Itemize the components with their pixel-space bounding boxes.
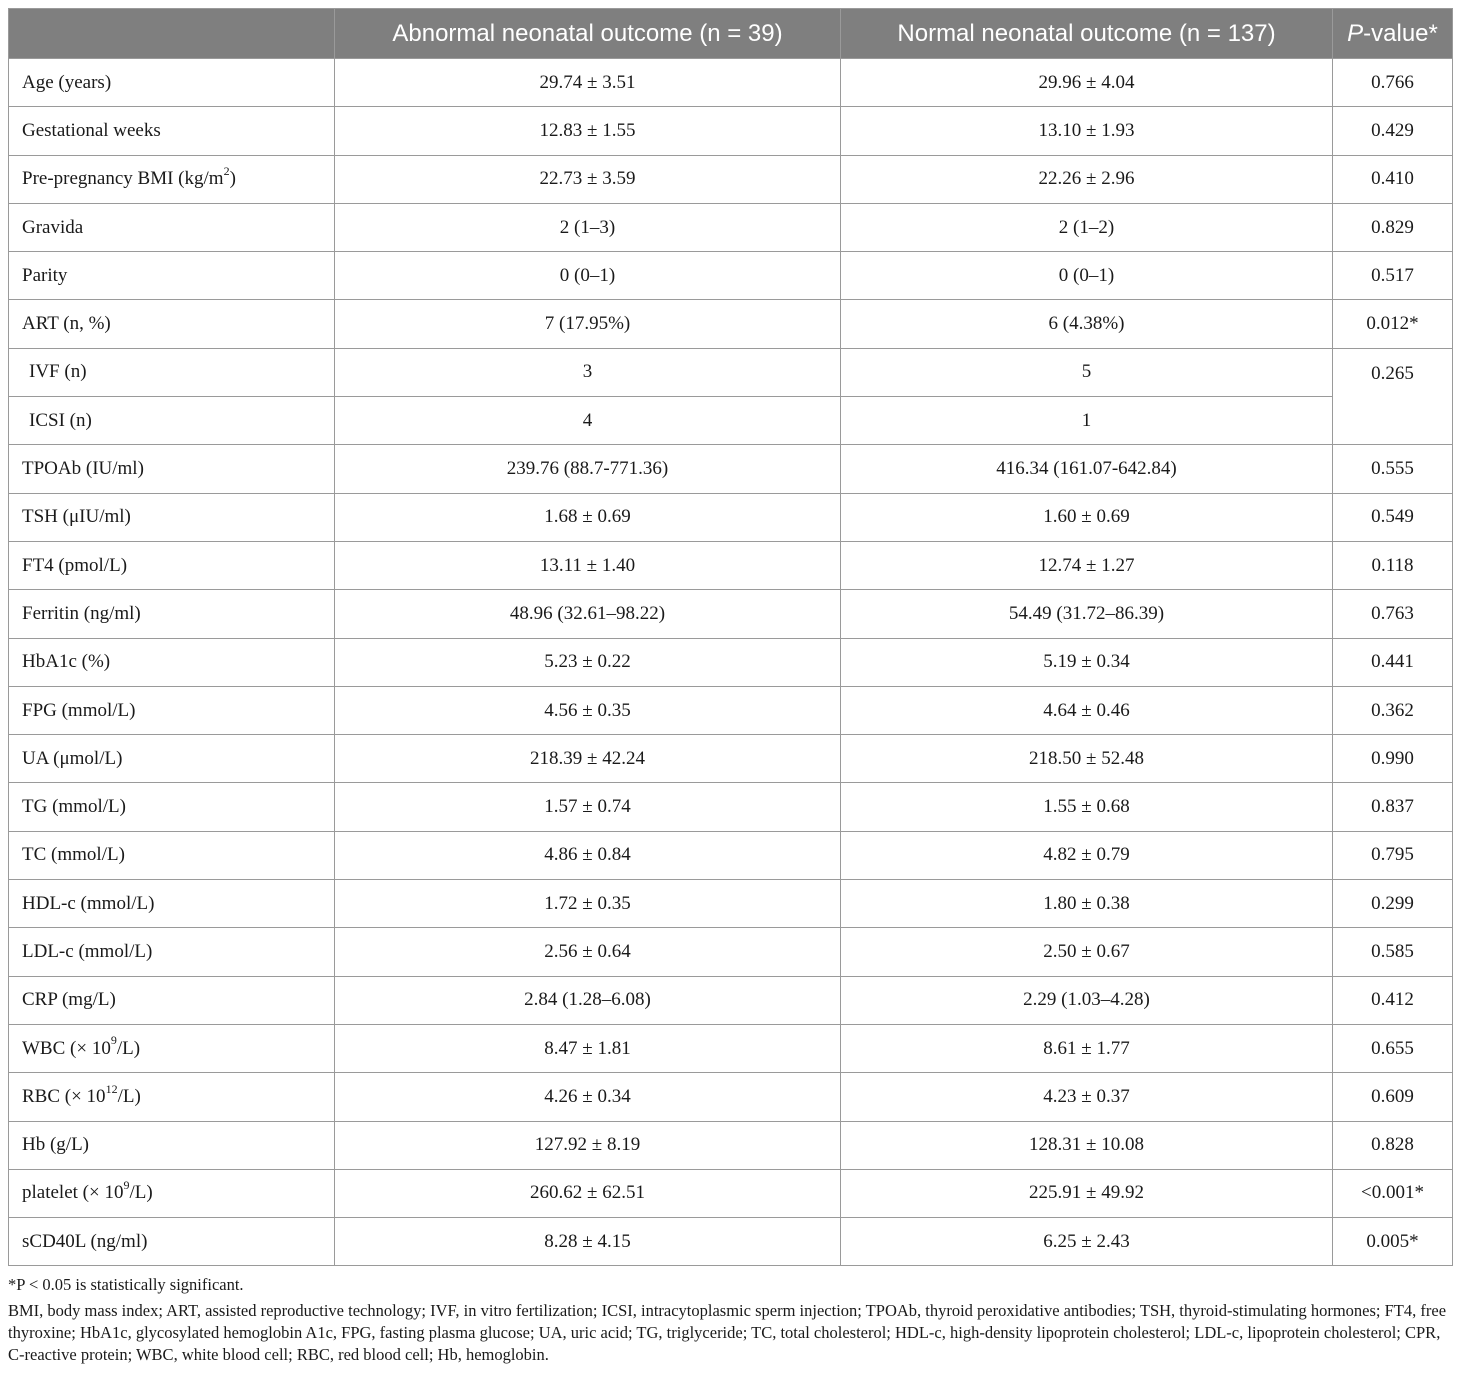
p-value: 0.429 [1333,107,1453,155]
abnormal-value: 239.76 (88.7-771.36) [335,445,841,493]
normal-value: 54.49 (31.72–86.39) [841,590,1333,638]
normal-value: 2.29 (1.03–4.28) [841,976,1333,1024]
row-label-superscript: 9 [110,1033,117,1048]
p-value: 0.828 [1333,1121,1453,1169]
row-label-text-end: /L) [116,1037,141,1059]
p-value: 0.410 [1333,155,1453,203]
p-value: 0.837 [1333,783,1453,831]
row-label: Gestational weeks [9,107,335,155]
normal-value: 12.74 ± 1.27 [841,541,1333,589]
table-row [9,397,1453,445]
row-label [9,1024,335,1072]
normal-value: 29.96 ± 4.04 [841,59,1333,107]
row-label-superscript: 9 [123,1178,130,1193]
p-value: 0.555 [1333,445,1453,493]
table-row [9,831,1453,879]
row-label-text-end: /L) [129,1182,153,1204]
row-label: TPOAb (IU/ml) [9,445,335,493]
abnormal-value: 260.62 ± 62.51 [335,1169,841,1217]
header-p-letter: P [1347,19,1364,47]
header-p-suffix: -value* [1363,19,1438,47]
table-row [9,107,1453,155]
p-value: 0.763 [1333,590,1453,638]
p-value: 0.795 [1333,831,1453,879]
abnormal-value: 22.73 ± 3.59 [335,155,841,203]
normal-value: 1 [841,397,1333,445]
p-value: 0.118 [1333,541,1453,589]
p-value: 0.362 [1333,686,1453,734]
normal-value: 128.31 ± 10.08 [841,1121,1333,1169]
row-label: sCD40L (ng/ml) [9,1218,335,1266]
abnormal-value: 12.83 ± 1.55 [335,107,841,155]
row-label: ART (n, %) [9,300,335,348]
normal-value: 1.80 ± 0.38 [841,880,1333,928]
abnormal-value: 7 (17.95%) [335,300,841,348]
row-label: Gravida [9,203,335,251]
table-footnotes [8,1274,1452,1366]
normal-value: 2.50 ± 0.67 [841,928,1333,976]
table-row [9,686,1453,734]
abnormal-value: 2 (1–3) [335,203,841,251]
p-value: 0.012* [1333,300,1453,348]
p-value: 0.517 [1333,252,1453,300]
p-value: 0.549 [1333,493,1453,541]
abnormal-value: 8.47 ± 1.81 [335,1024,841,1072]
normal-value: 22.26 ± 2.96 [841,155,1333,203]
row-label: HbA1c (%) [9,638,335,686]
p-value: 0.441 [1333,638,1453,686]
header-abnormal-outcome: Abnormal neonatal outcome (n = 39) [335,9,841,59]
p-value: <0.001* [1333,1169,1453,1217]
row-label-text: Pre-pregnancy BMI (kg/m [22,168,224,190]
normal-value: 4.23 ± 0.37 [841,1073,1333,1121]
table-row [9,638,1453,686]
abnormal-value: 218.39 ± 42.24 [335,735,841,783]
table-row [9,1121,1453,1169]
p-value: 0.655 [1333,1024,1453,1072]
normal-value: 4.64 ± 0.46 [841,686,1333,734]
abnormal-value: 4.86 ± 0.84 [335,831,841,879]
abnormal-value: 1.72 ± 0.35 [335,880,841,928]
abnormal-value: 4.26 ± 0.34 [335,1073,841,1121]
table-row [9,783,1453,831]
normal-value: 0 (0–1) [841,252,1333,300]
row-label: CRP (mg/L) [9,976,335,1024]
significance-note: *P < 0.05 is statistically significant. [8,1275,244,1295]
table-row [9,348,1453,396]
abnormal-value: 29.74 ± 3.51 [335,59,841,107]
table-row [9,203,1453,251]
table-row [9,1073,1453,1121]
row-label: UA (μmol/L) [9,735,335,783]
table-row [9,252,1453,300]
normal-value: 218.50 ± 52.48 [841,735,1333,783]
normal-value: 6.25 ± 2.43 [841,1218,1333,1266]
row-label [9,155,335,203]
row-label-text: RBC (× 10 [22,1085,106,1107]
row-label: TG (mmol/L) [9,783,335,831]
row-label: Parity [9,252,335,300]
table-row [9,541,1453,589]
table-row [9,735,1453,783]
table-row [9,928,1453,976]
normal-value: 1.55 ± 0.68 [841,783,1333,831]
row-label: Age (years) [9,59,335,107]
abnormal-value: 4.56 ± 0.35 [335,686,841,734]
table-row [9,976,1453,1024]
row-label [9,1169,335,1217]
normal-value: 416.34 (161.07-642.84) [841,445,1333,493]
abnormal-value: 48.96 (32.61–98.22) [335,590,841,638]
abnormal-value: 1.57 ± 0.74 [335,783,841,831]
table-row [9,445,1453,493]
table-row [9,880,1453,928]
table-container [8,8,1452,1366]
row-label: FPG (mmol/L) [9,686,335,734]
row-label: IVF (n) [9,348,335,396]
normal-value: 4.82 ± 0.79 [841,831,1333,879]
p-value: 0.299 [1333,880,1453,928]
abbreviations-note: BMI, body mass index; ART, assisted reproductive technology; IVF, in vitro fertilization; ICSI, intracytoplasmic sperm injection; TPOAb, thyroid peroxidative antibodies; TSH, thyroid-stimulating hormones; FT4, free thyroxine; HbA1c, glycosylated hemoglobin A1c, FPG, fasting plasma glucose; UA, uric acid; TG, triglyceride; TC, total cholesterol; HDL-c, high-density lipoprotein cholesterol; LDL-c, lipoprotein cholesterol; CPR, C-reactive protein; WBC, white blood cell; RBC, red blood cell; Hb, hemoglobin. [8,1301,1447,1365]
results-table [8,8,1453,1266]
abnormal-value: 2.84 (1.28–6.08) [335,976,841,1024]
abnormal-value: 127.92 ± 8.19 [335,1121,841,1169]
table-header-row [9,9,1453,59]
normal-value: 13.10 ± 1.93 [841,107,1333,155]
abnormal-value: 4 [335,397,841,445]
p-value: 0.829 [1333,203,1453,251]
p-value: 0.609 [1333,1073,1453,1121]
abnormal-value: 3 [335,348,841,396]
normal-value: 5.19 ± 0.34 [841,638,1333,686]
normal-value: 8.61 ± 1.77 [841,1024,1333,1072]
abnormal-value: 8.28 ± 4.15 [335,1218,841,1266]
table-row [9,1024,1453,1072]
row-label-superscript: 2 [223,163,230,178]
header-p-value [1333,9,1453,59]
row-label [9,1073,335,1121]
normal-value: 1.60 ± 0.69 [841,493,1333,541]
row-label-superscript: 12 [105,1081,118,1096]
p-value: 0.412 [1333,976,1453,1024]
row-label: ICSI (n) [9,397,335,445]
table-row [9,493,1453,541]
table-row [9,590,1453,638]
abnormal-value: 5.23 ± 0.22 [335,638,841,686]
row-label-text: WBC (× 10 [22,1037,111,1059]
abnormal-value: 2.56 ± 0.64 [335,928,841,976]
row-label-text-end: /L) [117,1085,141,1107]
row-label: LDL-c (mmol/L) [9,928,335,976]
normal-value: 5 [841,348,1333,396]
normal-value: 225.91 ± 49.92 [841,1169,1333,1217]
p-value: 0.005* [1333,1218,1453,1266]
abnormal-value: 0 (0–1) [335,252,841,300]
row-label: HDL-c (mmol/L) [9,880,335,928]
table-row [9,155,1453,203]
abnormal-value: 1.68 ± 0.69 [335,493,841,541]
header-normal-outcome: Normal neonatal outcome (n = 137) [841,9,1333,59]
row-label: Ferritin (ng/ml) [9,590,335,638]
normal-value: 2 (1–2) [841,203,1333,251]
row-label: TSH (μIU/ml) [9,493,335,541]
header-label-column [9,9,335,59]
row-label: TC (mmol/L) [9,831,335,879]
row-label: FT4 (pmol/L) [9,541,335,589]
row-label: Hb (g/L) [9,1121,335,1169]
p-value: 0.265 [1333,348,1453,445]
abnormal-value: 13.11 ± 1.40 [335,541,841,589]
table-row [9,1218,1453,1266]
p-value: 0.766 [1333,59,1453,107]
p-value: 0.990 [1333,735,1453,783]
p-value: 0.585 [1333,928,1453,976]
normal-value: 6 (4.38%) [841,300,1333,348]
row-label-text: platelet (× 10 [22,1182,124,1204]
table-row [9,59,1453,107]
table-row [9,1169,1453,1217]
table-row [9,300,1453,348]
row-label-text-end: ) [229,168,236,190]
